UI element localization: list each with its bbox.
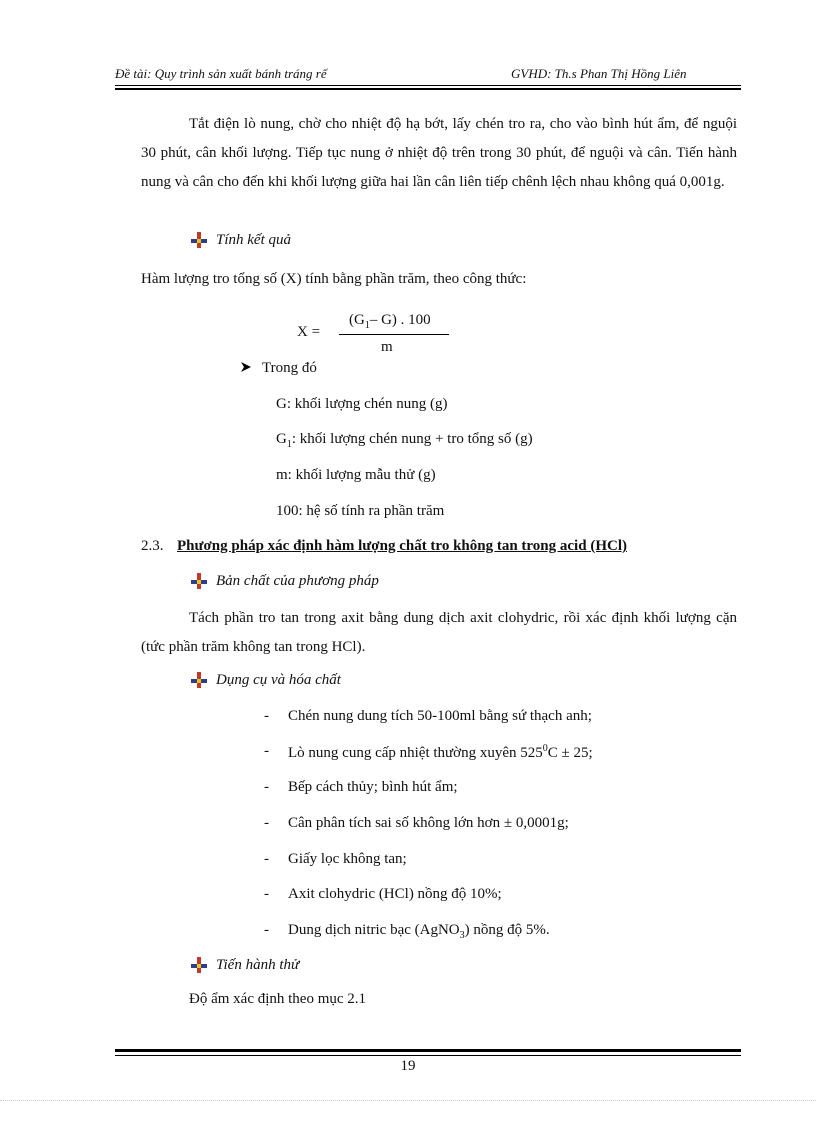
header-topic: Đề tài: Quy trình sản xuất bánh tráng rế [115, 66, 327, 81]
pin-bullet-icon [190, 956, 208, 974]
bullet-tools-label: Dụng cụ và hóa chất [216, 671, 341, 688]
footer-rule [115, 1055, 741, 1056]
formula-numerator: ($G_1-$ G) . 100 [349, 312, 431, 331]
paragraph-moisture-ref: Độ ẩm xác định theo mục 2.1 [189, 991, 367, 1007]
bullet-tools [190, 671, 341, 689]
where-m: m: khối lượng mẫu thử (g) [276, 467, 436, 483]
page-edge-dotted [0, 1100, 816, 1101]
pin-bullet-icon [190, 671, 208, 689]
header-rule-thick [115, 88, 741, 90]
pin-bullet-icon [190, 572, 208, 590]
page-header [115, 66, 741, 84]
fraction-bar [339, 334, 449, 335]
bullet-nature [190, 572, 379, 590]
where-g: G: khối lượng chén nung (g) [276, 396, 448, 412]
where-g1: $G_1$: khối lượng chén nung + tro tổng số (g) [276, 431, 533, 450]
document-page: Đề tài: Quy trình sản xuất bánh tráng rế GVHD: Th.s Phan Thị Hồng Liên Tắt điện lò nung, chờ cho nhiệt độ hạ bớt, lấy chén tro ra, cho vào bình hút ẩm, để nguội 30 phút, cân khối lượng. Tiếp tục nung ở nhiệt độ trên trong 30 phút, để nguội và cân. Tiến hành nung và cân cho đến khi khối lượng giữa hai lần cân liên tiếp chênh lệch nhau không quá 0,001g. Tính kết quả Hàm lượng tro tổng số (X) tính bằng phần trăm, theo công thức: X = ($G_1-$ G) . 100 m Trong đó G: khối lượng chén nung (g) $G_1$: khối lượng chén nung + tro tổng số (g) m: khối lượng mẫu thử (g) 100: hệ số tính ra phần trăm 2.3. Phương pháp xác định hàm lượng chất tro không tan trong acid (HCl) Bản chất của phương pháp Tách phần tro tan trong axit bằng dung dịch axit clohydric, rồi xác định khối lượng cặn (tức phần trăm không tan trong HCl). Dụng cụ và hóa chất - Chén nung dung tích 50-100ml bằng sứ thạch anh; - Lò nung cung cấp nhiệt thường xuyên $525^0C \pm 25$; - Bếp cách thủy; bình hút ẩm; - Cân phân tích sai số không lớn hơn ± 0,0001g; - Giấy lọc không tan; - Axit clohydric (HCl) nồng độ 10%; - Dung dịch nitric bạc (AgNO$_3$) nồng độ 5%. Tiến hành thử Độ ẩm xác định theo mục 2.1 19 [0, 0, 816, 1123]
page-number: 19 [400, 1058, 416, 1074]
bullet-nature-label: Bản chất của phương pháp [216, 572, 379, 589]
arrow-bullet-icon [240, 361, 252, 373]
header-rule [115, 85, 741, 86]
paragraph-ashing-procedure: Tắt điện lò nung, chờ cho nhiệt độ hạ bớt, lấy chén tro ra, cho vào bình hút ẩm, để nguội 30 phút, cân khối lượng. Tiếp tục nung ở nhiệt độ trên trong 30 phút, để nguội và cân. Tiến hành nung và cân cho đến khi khối lượng giữa hai lần cân liên tiếp chênh lệch nhau không quá 0,001g. [141, 116, 737, 190]
footer-rule-thick [115, 1049, 741, 1052]
bullet-result-label: Tính kết quả [216, 231, 291, 248]
bullet-procedure [190, 956, 299, 974]
bullet-result [190, 231, 291, 249]
formula-lhs: X = [297, 324, 321, 340]
section-number: 2.3. [141, 538, 164, 554]
section-title: Phương pháp xác định hàm lượng chất tro không tan trong acid (HCl) [177, 538, 627, 554]
bullet-procedure-label: Tiến hành thử [216, 956, 300, 973]
paragraph-formula-intro: Hàm lượng tro tổng số (X) tính bằng phần trăm, theo công thức: [141, 271, 527, 287]
header-advisor: GVHD: Th.s Phan Thị Hồng Liên [511, 66, 687, 81]
section-heading-2-3 [141, 538, 737, 558]
ash-formula [297, 312, 457, 360]
where-100: 100: hệ số tính ra phần trăm [276, 503, 445, 519]
paragraph-method-nature: Tách phần tro tan trong axit bằng dung dịch axit clohydric, rồi xác định khối lượng cặn (tức phần trăm không tan trong HCl). [141, 610, 737, 655]
pin-bullet-icon [190, 231, 208, 249]
where-label: Trong đó [240, 360, 317, 377]
formula-denominator: m [381, 339, 393, 355]
